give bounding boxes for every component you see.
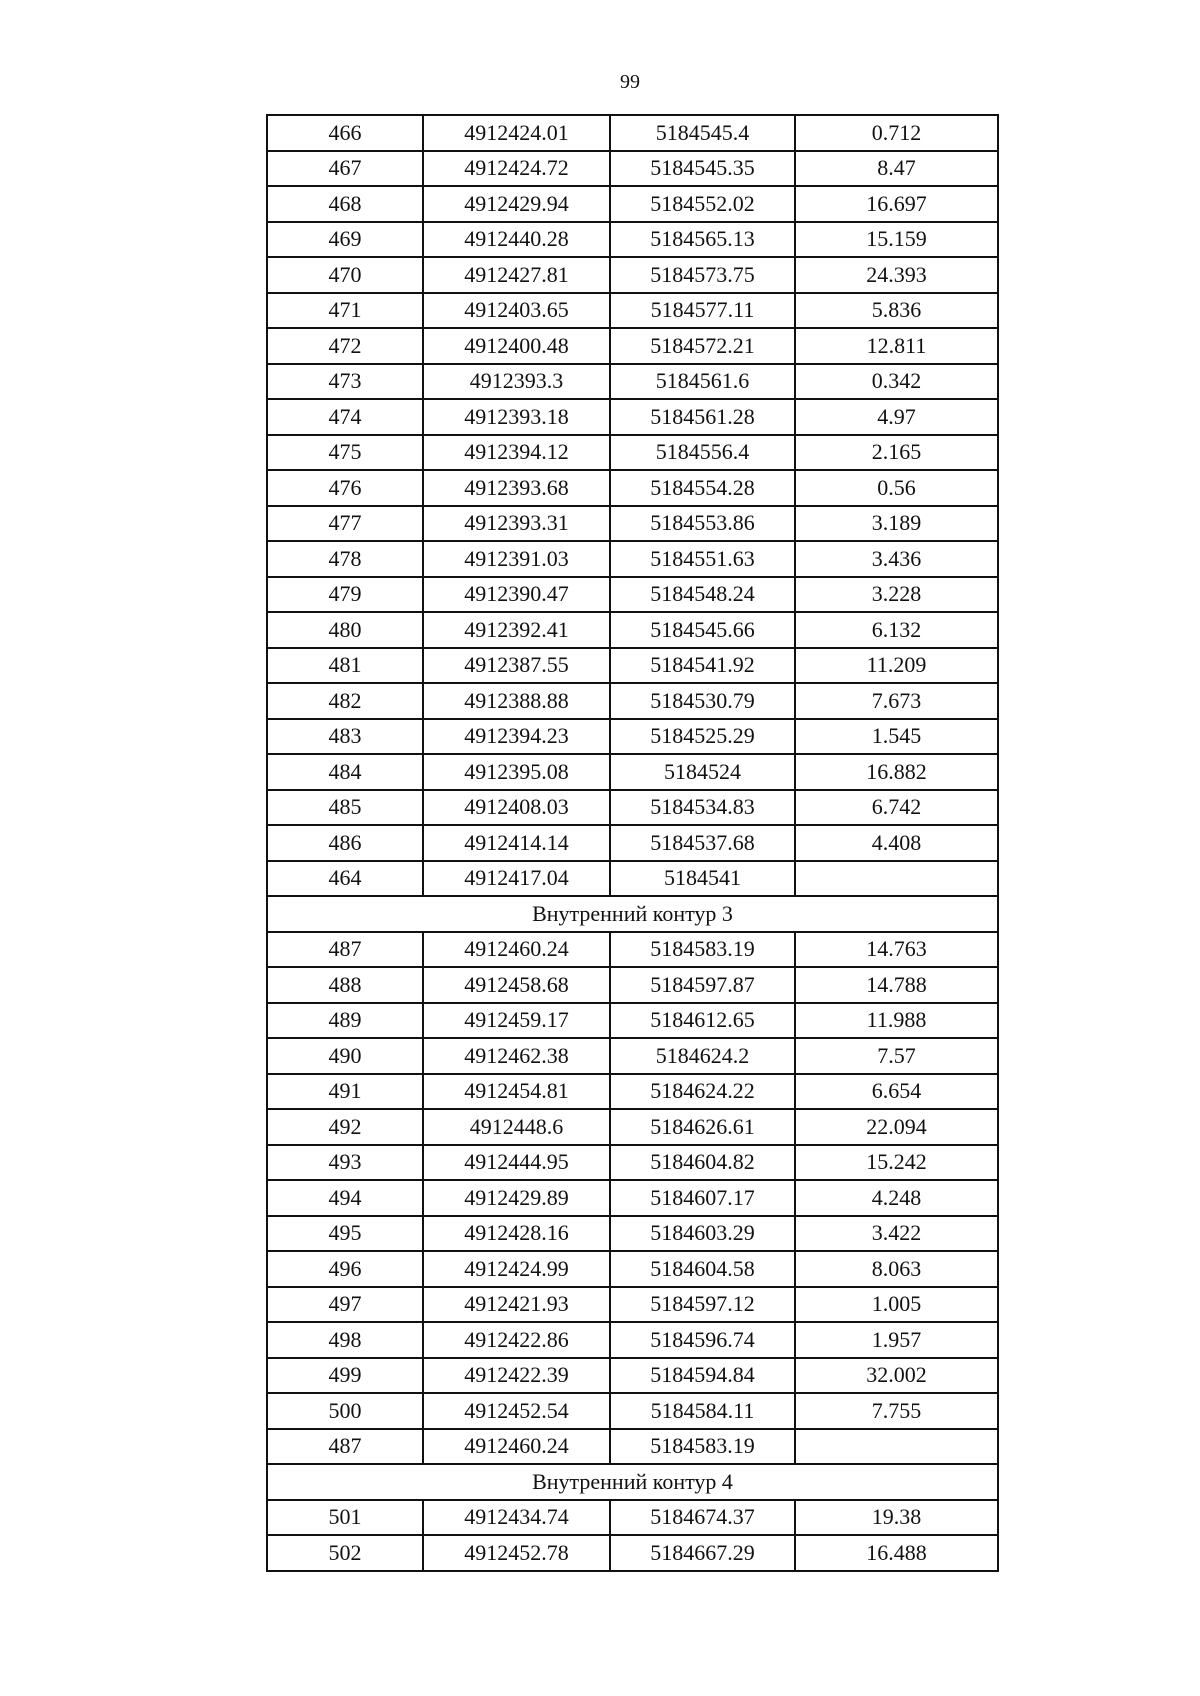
point-number-cell: 464 [267, 861, 423, 897]
distance-cell: 15.242 [795, 1145, 998, 1181]
table-row [267, 1038, 998, 1074]
point-number-cell: 483 [267, 719, 423, 755]
table-row [267, 506, 998, 542]
distance-cell: 22.094 [795, 1109, 998, 1145]
x-coordinate-cell: 4912428.16 [423, 1216, 610, 1252]
x-coordinate-cell: 4912403.65 [423, 293, 610, 329]
point-number-cell: 484 [267, 754, 423, 790]
distance-cell: 2.165 [795, 435, 998, 471]
distance-cell: 24.393 [795, 257, 998, 293]
table-row [267, 1393, 998, 1429]
page-number: 99 [620, 71, 640, 93]
table-row [267, 293, 998, 329]
y-coordinate-cell: 5184554.28 [610, 470, 795, 506]
x-coordinate-cell: 4912458.68 [423, 967, 610, 1003]
x-coordinate-cell: 4912395.08 [423, 754, 610, 790]
y-coordinate-cell: 5184583.19 [610, 1429, 795, 1465]
point-number-cell: 492 [267, 1109, 423, 1145]
table-row [267, 861, 998, 897]
x-coordinate-cell: 4912394.12 [423, 435, 610, 471]
distance-cell [795, 1429, 998, 1465]
distance-cell: 11.209 [795, 648, 998, 684]
table-row [267, 364, 998, 400]
point-number-cell: 468 [267, 186, 423, 222]
distance-cell: 16.488 [795, 1535, 998, 1571]
y-coordinate-cell: 5184607.17 [610, 1180, 795, 1216]
x-coordinate-cell: 4912393.68 [423, 470, 610, 506]
table-row [267, 825, 998, 861]
y-coordinate-cell: 5184674.37 [610, 1500, 795, 1536]
distance-cell: 4.408 [795, 825, 998, 861]
point-number-cell: 500 [267, 1393, 423, 1429]
table-row [267, 541, 998, 577]
distance-cell: 8.47 [795, 151, 998, 187]
point-number-cell: 467 [267, 151, 423, 187]
table-row [267, 470, 998, 506]
y-coordinate-cell: 5184624.2 [610, 1038, 795, 1074]
x-coordinate-cell: 4912459.17 [423, 1003, 610, 1039]
point-number-cell: 496 [267, 1251, 423, 1287]
x-coordinate-cell: 4912400.48 [423, 328, 610, 364]
distance-cell: 0.56 [795, 470, 998, 506]
table-row [267, 1216, 998, 1252]
point-number-cell: 474 [267, 399, 423, 435]
x-coordinate-cell: 4912427.81 [423, 257, 610, 293]
y-coordinate-cell: 5184596.74 [610, 1322, 795, 1358]
distance-cell: 1.005 [795, 1287, 998, 1323]
table-row [267, 328, 998, 364]
distance-cell: 4.248 [795, 1180, 998, 1216]
y-coordinate-cell: 5184626.61 [610, 1109, 795, 1145]
y-coordinate-cell: 5184597.87 [610, 967, 795, 1003]
point-number-cell: 471 [267, 293, 423, 329]
point-number-cell: 501 [267, 1500, 423, 1536]
point-number-cell: 476 [267, 470, 423, 506]
point-number-cell: 487 [267, 932, 423, 968]
distance-cell: 5.836 [795, 293, 998, 329]
point-number-cell: 482 [267, 683, 423, 719]
point-number-cell: 489 [267, 1003, 423, 1039]
y-coordinate-cell: 5184624.22 [610, 1074, 795, 1110]
y-coordinate-cell: 5184545.35 [610, 151, 795, 187]
y-coordinate-cell: 5184594.84 [610, 1358, 795, 1394]
table-row [267, 1145, 998, 1181]
point-number-cell: 479 [267, 577, 423, 613]
table-row [267, 115, 998, 151]
x-coordinate-cell: 4912417.04 [423, 861, 610, 897]
table-row [267, 399, 998, 435]
distance-cell: 14.763 [795, 932, 998, 968]
y-coordinate-cell: 5184545.66 [610, 612, 795, 648]
y-coordinate-cell: 5184667.29 [610, 1535, 795, 1571]
distance-cell: 6.132 [795, 612, 998, 648]
x-coordinate-cell: 4912460.24 [423, 1429, 610, 1465]
table-row [267, 1287, 998, 1323]
y-coordinate-cell: 5184577.11 [610, 293, 795, 329]
x-coordinate-cell: 4912422.39 [423, 1358, 610, 1394]
y-coordinate-cell: 5184552.02 [610, 186, 795, 222]
table-row [267, 186, 998, 222]
x-coordinate-cell: 4912429.94 [423, 186, 610, 222]
x-coordinate-cell: 4912424.72 [423, 151, 610, 187]
x-coordinate-cell: 4912390.47 [423, 577, 610, 613]
y-coordinate-cell: 5184551.63 [610, 541, 795, 577]
point-number-cell: 502 [267, 1535, 423, 1571]
y-coordinate-cell: 5184534.83 [610, 790, 795, 826]
y-coordinate-cell: 5184541.92 [610, 648, 795, 684]
point-number-cell: 481 [267, 648, 423, 684]
x-coordinate-cell: 4912424.99 [423, 1251, 610, 1287]
table-row [267, 932, 998, 968]
table-row [267, 967, 998, 1003]
point-number-cell: 473 [267, 364, 423, 400]
distance-cell: 4.97 [795, 399, 998, 435]
x-coordinate-cell: 4912392.41 [423, 612, 610, 648]
table-row [267, 435, 998, 471]
distance-cell: 3.189 [795, 506, 998, 542]
distance-cell: 32.002 [795, 1358, 998, 1394]
point-number-cell: 478 [267, 541, 423, 577]
point-number-cell: 486 [267, 825, 423, 861]
x-coordinate-cell: 4912387.55 [423, 648, 610, 684]
distance-cell: 12.811 [795, 328, 998, 364]
table-row [267, 1500, 998, 1536]
point-number-cell: 497 [267, 1287, 423, 1323]
y-coordinate-cell: 5184553.86 [610, 506, 795, 542]
y-coordinate-cell: 5184541 [610, 861, 795, 897]
y-coordinate-cell: 5184583.19 [610, 932, 795, 968]
y-coordinate-cell: 5184530.79 [610, 683, 795, 719]
table-row [267, 257, 998, 293]
y-coordinate-cell: 5184603.29 [610, 1216, 795, 1252]
x-coordinate-cell: 4912424.01 [423, 115, 610, 151]
table-row [267, 1535, 998, 1571]
distance-cell: 19.38 [795, 1500, 998, 1536]
x-coordinate-cell: 4912444.95 [423, 1145, 610, 1181]
section-header-label: Внутренний контур 3 [267, 896, 998, 932]
point-number-cell: 470 [267, 257, 423, 293]
y-coordinate-cell: 5184548.24 [610, 577, 795, 613]
x-coordinate-cell: 4912421.93 [423, 1287, 610, 1323]
y-coordinate-cell: 5184556.4 [610, 435, 795, 471]
table-row [267, 577, 998, 613]
point-number-cell: 480 [267, 612, 423, 648]
x-coordinate-cell: 4912393.18 [423, 399, 610, 435]
table-row [267, 1003, 998, 1039]
point-number-cell: 485 [267, 790, 423, 826]
distance-cell [795, 861, 998, 897]
point-number-cell: 490 [267, 1038, 423, 1074]
y-coordinate-cell: 5184561.28 [610, 399, 795, 435]
table-row [267, 151, 998, 187]
distance-cell: 0.712 [795, 115, 998, 151]
table-row [267, 612, 998, 648]
y-coordinate-cell: 5184565.13 [610, 222, 795, 258]
distance-cell: 7.673 [795, 683, 998, 719]
point-number-cell: 499 [267, 1358, 423, 1394]
table-row [267, 1251, 998, 1287]
table-row [267, 754, 998, 790]
table-row [267, 1429, 998, 1465]
x-coordinate-cell: 4912422.86 [423, 1322, 610, 1358]
point-number-cell: 469 [267, 222, 423, 258]
y-coordinate-cell: 5184584.11 [610, 1393, 795, 1429]
distance-cell: 3.436 [795, 541, 998, 577]
distance-cell: 7.57 [795, 1038, 998, 1074]
y-coordinate-cell: 5184561.6 [610, 364, 795, 400]
y-coordinate-cell: 5184537.68 [610, 825, 795, 861]
y-coordinate-cell: 5184612.65 [610, 1003, 795, 1039]
x-coordinate-cell: 4912452.78 [423, 1535, 610, 1571]
coordinates-table [266, 114, 999, 1572]
y-coordinate-cell: 5184524 [610, 754, 795, 790]
distance-cell: 11.988 [795, 1003, 998, 1039]
distance-cell: 16.882 [795, 754, 998, 790]
point-number-cell: 472 [267, 328, 423, 364]
x-coordinate-cell: 4912408.03 [423, 790, 610, 826]
point-number-cell: 495 [267, 1216, 423, 1252]
distance-cell: 6.742 [795, 790, 998, 826]
x-coordinate-cell: 4912460.24 [423, 932, 610, 968]
point-number-cell: 498 [267, 1322, 423, 1358]
distance-cell: 3.422 [795, 1216, 998, 1252]
distance-cell: 6.654 [795, 1074, 998, 1110]
y-coordinate-cell: 5184597.12 [610, 1287, 795, 1323]
point-number-cell: 491 [267, 1074, 423, 1110]
y-coordinate-cell: 5184604.58 [610, 1251, 795, 1287]
table-row [267, 1109, 998, 1145]
y-coordinate-cell: 5184604.82 [610, 1145, 795, 1181]
distance-cell: 14.788 [795, 967, 998, 1003]
distance-cell: 3.228 [795, 577, 998, 613]
distance-cell: 7.755 [795, 1393, 998, 1429]
x-coordinate-cell: 4912394.23 [423, 719, 610, 755]
x-coordinate-cell: 4912462.38 [423, 1038, 610, 1074]
x-coordinate-cell: 4912454.81 [423, 1074, 610, 1110]
table-row [267, 648, 998, 684]
coordinates-table-body [267, 115, 998, 1571]
table-row [267, 790, 998, 826]
section-header-label: Внутренний контур 4 [267, 1464, 998, 1500]
x-coordinate-cell: 4912393.3 [423, 364, 610, 400]
point-number-cell: 466 [267, 115, 423, 151]
distance-cell: 1.545 [795, 719, 998, 755]
point-number-cell: 487 [267, 1429, 423, 1465]
table-row [267, 1358, 998, 1394]
y-coordinate-cell: 5184545.4 [610, 115, 795, 151]
x-coordinate-cell: 4912440.28 [423, 222, 610, 258]
distance-cell: 8.063 [795, 1251, 998, 1287]
x-coordinate-cell: 4912452.54 [423, 1393, 610, 1429]
y-coordinate-cell: 5184573.75 [610, 257, 795, 293]
y-coordinate-cell: 5184572.21 [610, 328, 795, 364]
point-number-cell: 493 [267, 1145, 423, 1181]
table-row [267, 1180, 998, 1216]
x-coordinate-cell: 4912434.74 [423, 1500, 610, 1536]
table-row [267, 683, 998, 719]
table-row [267, 1074, 998, 1110]
point-number-cell: 494 [267, 1180, 423, 1216]
point-number-cell: 477 [267, 506, 423, 542]
y-coordinate-cell: 5184525.29 [610, 719, 795, 755]
x-coordinate-cell: 4912391.03 [423, 541, 610, 577]
table-row [267, 1322, 998, 1358]
x-coordinate-cell: 4912429.89 [423, 1180, 610, 1216]
distance-cell: 1.957 [795, 1322, 998, 1358]
section-header-row [267, 896, 998, 932]
table-row [267, 719, 998, 755]
section-header-row [267, 1464, 998, 1500]
point-number-cell: 475 [267, 435, 423, 471]
table-row [267, 222, 998, 258]
distance-cell: 16.697 [795, 186, 998, 222]
x-coordinate-cell: 4912393.31 [423, 506, 610, 542]
x-coordinate-cell: 4912448.6 [423, 1109, 610, 1145]
point-number-cell: 488 [267, 967, 423, 1003]
distance-cell: 0.342 [795, 364, 998, 400]
distance-cell: 15.159 [795, 222, 998, 258]
x-coordinate-cell: 4912414.14 [423, 825, 610, 861]
x-coordinate-cell: 4912388.88 [423, 683, 610, 719]
